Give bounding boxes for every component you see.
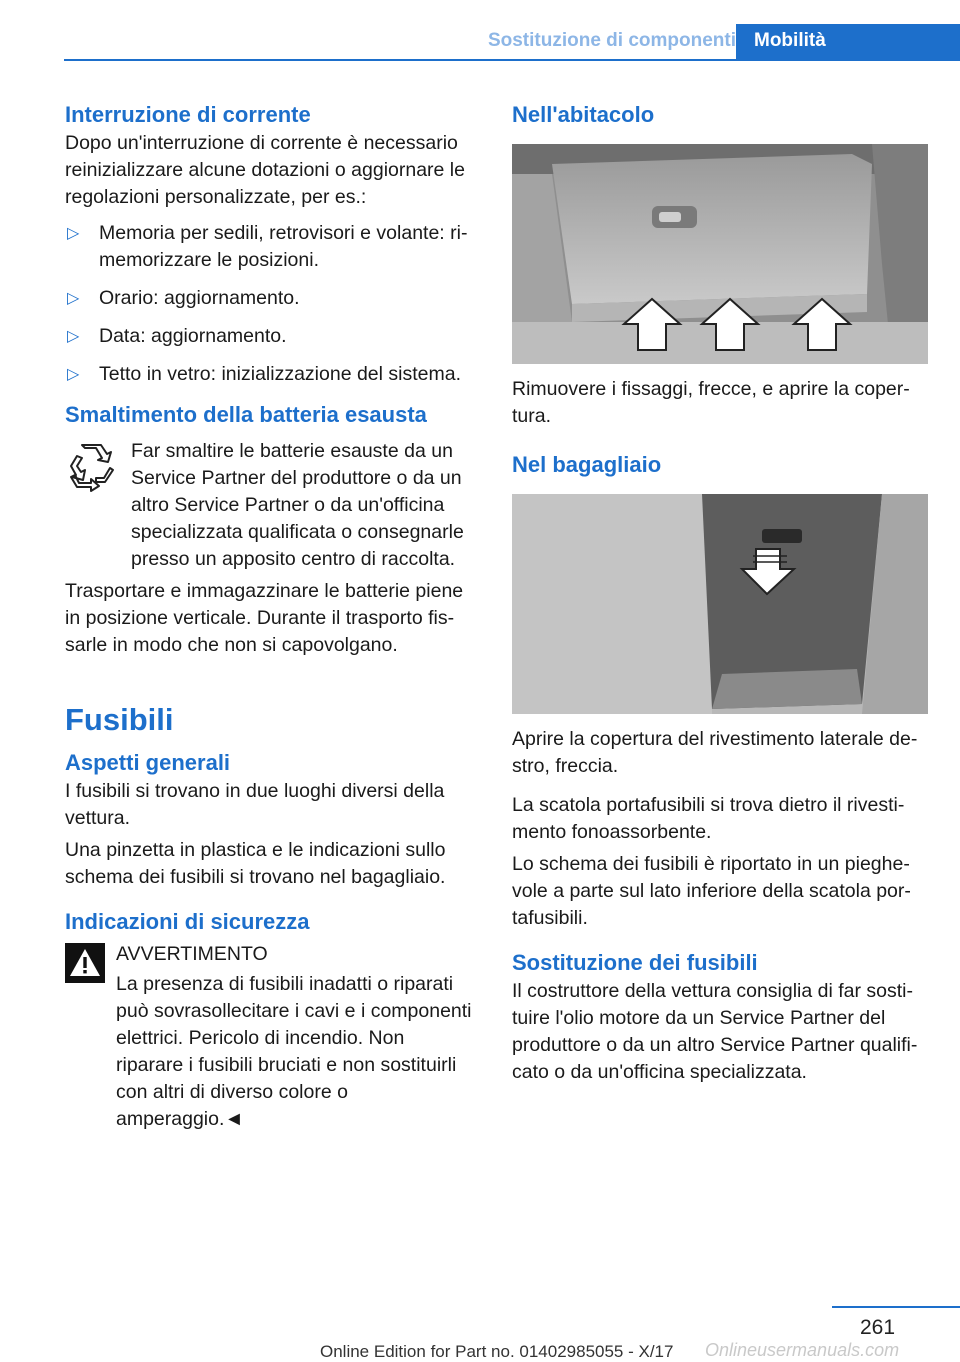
battery-disposal-text-2: Trasportare e immagazzinare le batterie piene in posizione verticale. Durante il trasporto fissarle in modo che non si capovolgano. bbox=[65, 580, 464, 656]
power-outage-title: Interruzione di corrente bbox=[65, 102, 311, 127]
warning-label: AVVERTIMENTO bbox=[116, 943, 268, 965]
page-header bbox=[64, 24, 960, 61]
trunk-photo bbox=[512, 494, 928, 714]
cabin-photo bbox=[512, 144, 928, 364]
list-item: ▷ Orario: aggiornamento. bbox=[65, 285, 475, 312]
recycle-icon bbox=[65, 442, 117, 494]
triangle-right-icon: ▷ bbox=[67, 328, 80, 345]
list-item: ▷ Memoria per sedili, retrovisori e volante: rimemorizzare le posizioni. bbox=[67, 222, 468, 271]
warning-triangle-icon bbox=[65, 943, 105, 983]
cabin-caption: Rimuovere i fissaggi, frecce, e aprire la copertura. bbox=[512, 378, 910, 427]
watermark: Onlineusermanuals.com bbox=[705, 1340, 900, 1360]
triangle-right-icon: ▷ bbox=[67, 366, 80, 383]
cabin-title: Nell'abitacolo bbox=[512, 102, 655, 127]
header-rule bbox=[64, 59, 960, 61]
safety-title: Indicazioni di sicurezza bbox=[65, 909, 310, 934]
chapter-tab: Mobilità bbox=[736, 24, 960, 61]
edition-text: Online Edition for Part no. 01402985055 - X/17 bbox=[320, 1342, 674, 1361]
battery-disposal-block bbox=[65, 438, 475, 573]
triangle-right-icon: ▷ bbox=[67, 225, 80, 242]
battery-disposal-title: Smaltimento della batteria esausta bbox=[65, 402, 427, 427]
page-number: 261 bbox=[860, 1316, 896, 1339]
warning-text: La presenza di fusibili inadatti o riparati può sovrasollecitare i cavi e i componenti elettrici. Pericolo di incendio. Non riparare i fusibili bruciati e non sostituirli con altri di diverso colore o amperaggio.◄ bbox=[116, 973, 472, 1130]
section-breadcrumb: Sostituzione di componenti bbox=[487, 30, 736, 51]
power-outage-intro: Dopo un'interruzione di corrente è necessario reinizializzare alcune dotazioni o aggiornare le regolazioni personalizzate, per es.: bbox=[65, 132, 465, 208]
trunk-title: Nel bagagliaio bbox=[512, 452, 662, 477]
list-item: ▷ Data: aggiornamento. bbox=[65, 323, 475, 350]
replace-fuses-title: Sostituzione dei fusibili bbox=[512, 950, 758, 975]
right-column bbox=[512, 100, 928, 1086]
fuses-title: Fusibili bbox=[65, 702, 174, 737]
list-item: ▷ Tetto in vetro: inizializzazione del sistema. bbox=[65, 361, 475, 388]
left-column bbox=[65, 100, 475, 1133]
replace-fuses-text: Il costruttore della vettura consiglia di far sostituire l'olio motore da un Service Partner del produttore o da un altro Service Partner qualificato o da un'officina specializzata. bbox=[512, 980, 918, 1083]
trunk-caption: Aprire la copertura del rivestimento laterale destro, freccia. bbox=[512, 728, 918, 777]
fuse-diagram-info: Lo schema dei fusibili è riportato in un pieghevole a parte sul lato inferiore della scatola portafusibili. bbox=[512, 853, 911, 929]
fuse-box-location: La scatola portafusibili si trova dietro il rivestimento fonoassorbente. bbox=[512, 794, 905, 843]
general-aspects-title: Aspetti generali bbox=[65, 750, 231, 775]
warning-block bbox=[65, 941, 475, 1133]
power-outage-list bbox=[65, 220, 475, 388]
general-aspects-p2: Una pinzetta in plastica e le indicazioni sullo schema dei fusibili si trovano nel bagagliaio. bbox=[65, 839, 446, 888]
general-aspects-p1: I fusibili si trovano in due luoghi diversi della vettura. bbox=[65, 780, 445, 829]
footer-rule bbox=[832, 1306, 960, 1308]
triangle-right-icon: ▷ bbox=[67, 290, 80, 307]
battery-disposal-text: Far smaltire le batterie esauste da un Service Partner del produttore o da un altro Service Partner o da un'officina specializzata qualificata o consegnarle presso un apposito centro di raccolta. bbox=[131, 440, 464, 570]
